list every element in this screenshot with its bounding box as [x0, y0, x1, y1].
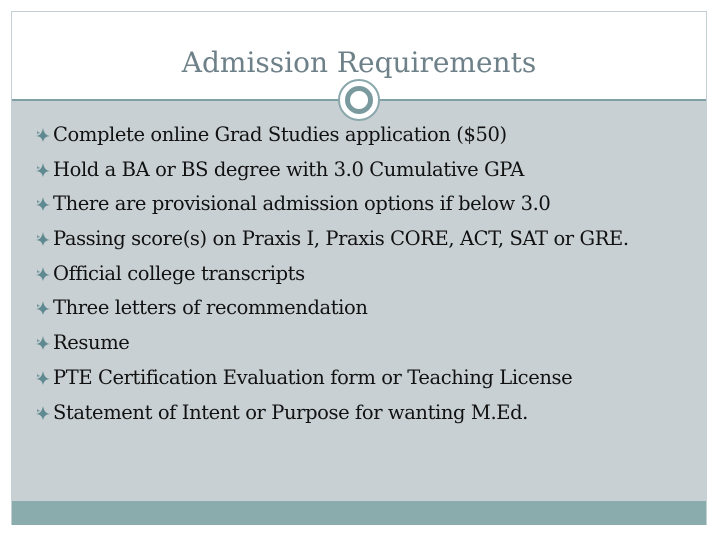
bullet-item [34, 401, 674, 424]
footer-bar [12, 501, 706, 525]
sparkle-bullet-icon [34, 161, 52, 179]
bullet-item [34, 227, 674, 250]
bullet-item [34, 158, 674, 181]
bullet-text: Passing score(s) on Praxis I, Praxis CORE, ACT, SAT or GRE. [53, 227, 629, 251]
bullet-text: Statement of Intent or Purpose for wanting M.Ed. [53, 400, 528, 424]
ring-ornament-icon [338, 79, 380, 121]
bullet-text: Three letters of recommendation [53, 296, 368, 320]
bullet-text: Hold a BA or BS degree with 3.0 Cumulative GPA [53, 157, 524, 181]
sparkle-bullet-icon [34, 265, 52, 283]
sparkle-bullet-icon [34, 299, 52, 317]
sparkle-bullet-icon [34, 126, 52, 144]
sparkle-bullet-icon [34, 334, 52, 352]
sparkle-bullet-icon [34, 230, 52, 248]
slide-title: Admission Requirements [181, 46, 537, 79]
bullet-text: Resume [53, 331, 130, 355]
ring-ornament-inner [345, 86, 373, 114]
bullet-item [34, 366, 674, 389]
sparkle-bullet-icon [34, 369, 52, 387]
bullet-text: Complete online Grad Studies application ($50) [53, 123, 507, 146]
bullet-item [34, 262, 674, 285]
bullet-text: Official college transcripts [53, 261, 305, 285]
sparkle-bullet-icon [34, 404, 52, 422]
bullet-item [34, 192, 674, 215]
bullet-text: PTE Certification Evaluation form or Teaching License [53, 365, 573, 389]
bullet-item [34, 331, 674, 354]
bullet-item [34, 123, 674, 146]
bullet-item [34, 296, 674, 319]
sparkle-bullet-icon [34, 195, 52, 213]
bullet-list [34, 123, 674, 435]
bullet-text: There are provisional admission options if below 3.0 [53, 192, 551, 216]
